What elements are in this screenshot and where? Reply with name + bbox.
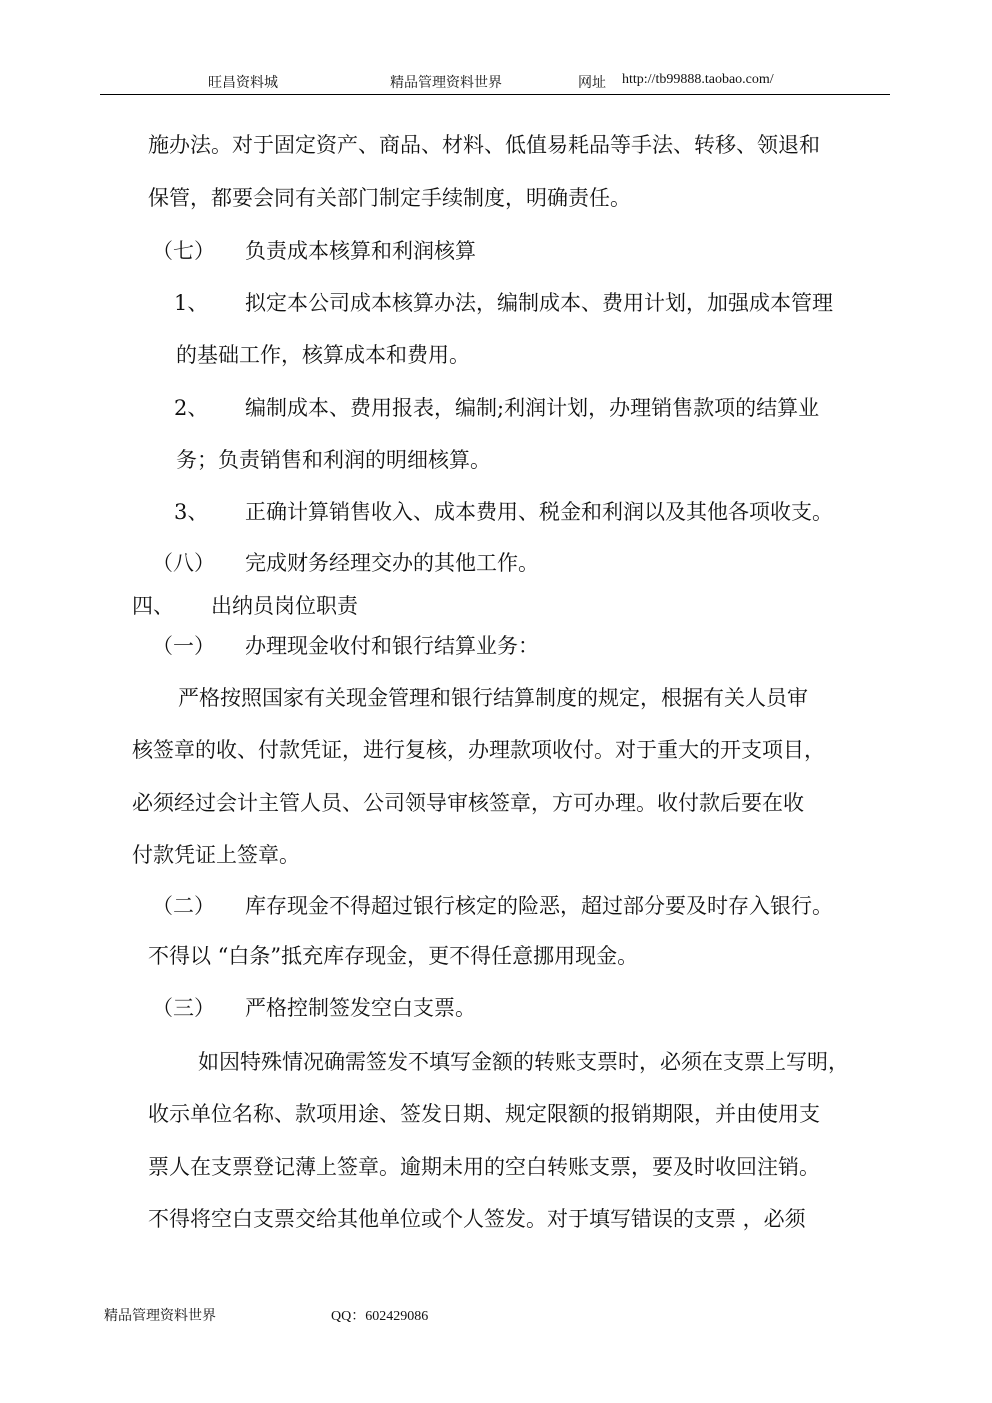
- item-number: 3、: [174, 500, 209, 524]
- text-line: 保管，都要会同有关部门制定手续制度，明确责任。: [148, 186, 631, 210]
- section-number: （一）: [152, 634, 215, 658]
- paragraph-line: 必须经过会计主管人员、公司领导审核签章，方可办理。收付款后要在收: [132, 791, 804, 815]
- item-text: 拟定本公司成本核算办法，编制成本、费用计划，加强成本管理: [245, 291, 833, 315]
- section-heading: 库存现金不得超过银行核定的险恶，超过部分要及时存入银行。: [245, 894, 833, 918]
- footer-qq: QQ：602429086: [331, 1309, 429, 1324]
- item-text-continued: 的基础工作，核算成本和费用。: [176, 343, 470, 367]
- section-number: （二）: [152, 894, 215, 918]
- item-number: 2、: [174, 396, 209, 420]
- section-heading: 严格控制签发空白支票。: [245, 996, 476, 1020]
- header-url-link[interactable]: http://tb99888.taobao.com/: [622, 72, 774, 87]
- paragraph-line: 收示单位名称、款项用途、签发日期、规定限额的报销期限，并由使用支: [148, 1102, 820, 1126]
- section-number: （三）: [152, 996, 215, 1020]
- section-heading: 负责成本核算和利润核算: [245, 239, 476, 263]
- item-text: 正确计算销售收入、成本费用、税金和利润以及其他各项收支。: [245, 500, 833, 524]
- paragraph-line: 付款凭证上签章。: [132, 843, 300, 867]
- header-site-label: 网址: [578, 75, 606, 91]
- section-number: （八）: [152, 551, 215, 575]
- chapter-number: 四、: [132, 594, 174, 618]
- paragraph-line: 不得以 “白条”抵充库存现金，更不得任意挪用现金。: [148, 944, 639, 968]
- paragraph-line: 票人在支票登记薄上签章。逾期未用的空白转账支票，要及时收回注销。: [148, 1155, 820, 1179]
- footer-brand: 精品管理资料世界: [104, 1308, 216, 1324]
- item-text-continued: 务；负责销售和利润的明细核算。: [176, 448, 491, 472]
- page-header: [100, 70, 890, 95]
- header-title: 精品管理资料世界: [390, 75, 502, 91]
- paragraph-line: 不得将空白支票交给其他单位或个人签发。对于填写错误的支票 ，必须: [148, 1207, 806, 1231]
- paragraph-line: 严格按照国家有关现金管理和银行结算制度的规定，根据有关人员审: [178, 686, 808, 710]
- paragraph-line: 核签章的收、付款凭证，进行复核，办理款项收付。对于重大的开支项目，: [132, 738, 825, 762]
- paragraph-line: 如因特殊情况确需签发不填写金额的转账支票时，必须在支票上写明，: [198, 1050, 849, 1074]
- item-text: 编制成本、费用报表，编制;利润计划，办理销售款项的结算业: [245, 396, 820, 420]
- header-brand: 旺昌资料城: [208, 75, 278, 91]
- section-number: （七）: [152, 239, 215, 263]
- item-number: 1、: [174, 291, 209, 315]
- section-heading: 办理现金收付和银行结算业务：: [245, 634, 539, 658]
- text-line: 施办法。对于固定资产、商品、材料、低值易耗品等手法、转移、领退和: [148, 133, 820, 157]
- section-heading: 完成财务经理交办的其他工作。: [245, 551, 539, 575]
- chapter-heading: 出纳员岗位职责: [211, 594, 358, 618]
